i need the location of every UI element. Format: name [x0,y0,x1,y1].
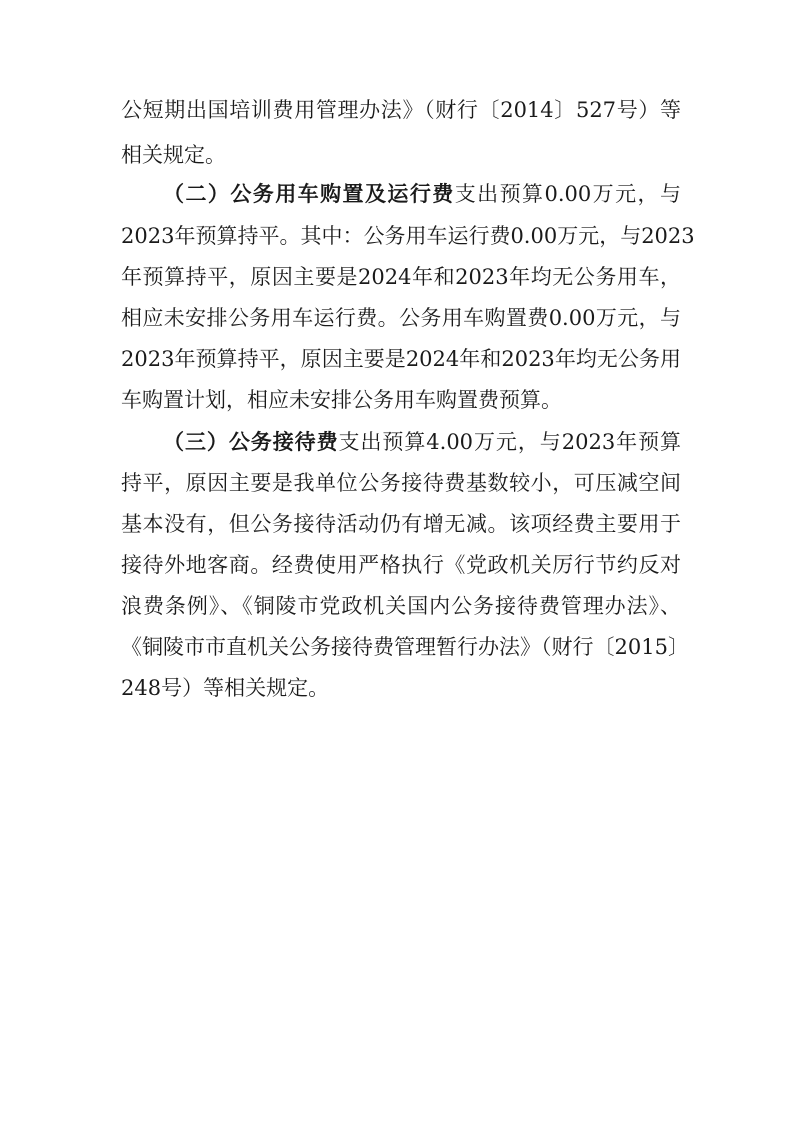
text-line: 持平，原因主要是我单位公务接待费基数较小，可压减空间 [121,471,681,495]
text-line: 相关规定。 [121,143,226,167]
text-line: 《铜陵市市直机关公务接待费管理暂行办法》（财行〔2015〕 [121,635,689,659]
text-line: 2023年预算持平，原因主要是2024年和2023年均无公务用 [121,347,681,371]
text-span: 支出预算0.00万元，与 [454,182,681,206]
text-line: 2023年预算持平。其中：公务用车运行费0.00万元，与2023 [121,224,695,248]
text-line: 基本没有，但公务接待活动仍有增无减。该项经费主要用于 [121,512,681,536]
text-span: 支出预算4.00万元，与2023年预算 [338,430,682,454]
text-line: 公短期出国培训费用管理办法》（财行〔2014〕527号）等 [121,98,681,122]
paragraph-first-line [163,428,681,456]
text-line: 车购置计划，相应未安排公务用车购置费预算。 [121,388,562,412]
paragraph-first-line [163,180,681,208]
text-line: 浪费条例》、《铜陵市党政机关国内公务接待费管理办法》、 [121,594,681,618]
text-line: 接待外地客商。经费使用严格执行《党政机关厉行节约反对 [121,553,681,577]
section-heading: （三）公务接待费 [163,430,339,454]
text-line: 年预算持平，原因主要是2024年和2023年均无公务用车， [121,265,681,289]
section-heading: （二）公务用车购置及运行费 [163,182,455,206]
text-line: 相应未安排公务用车运行费。公务用车购置费0.00万元，与 [121,306,681,330]
text-line: 248号）等相关规定。 [121,676,330,700]
